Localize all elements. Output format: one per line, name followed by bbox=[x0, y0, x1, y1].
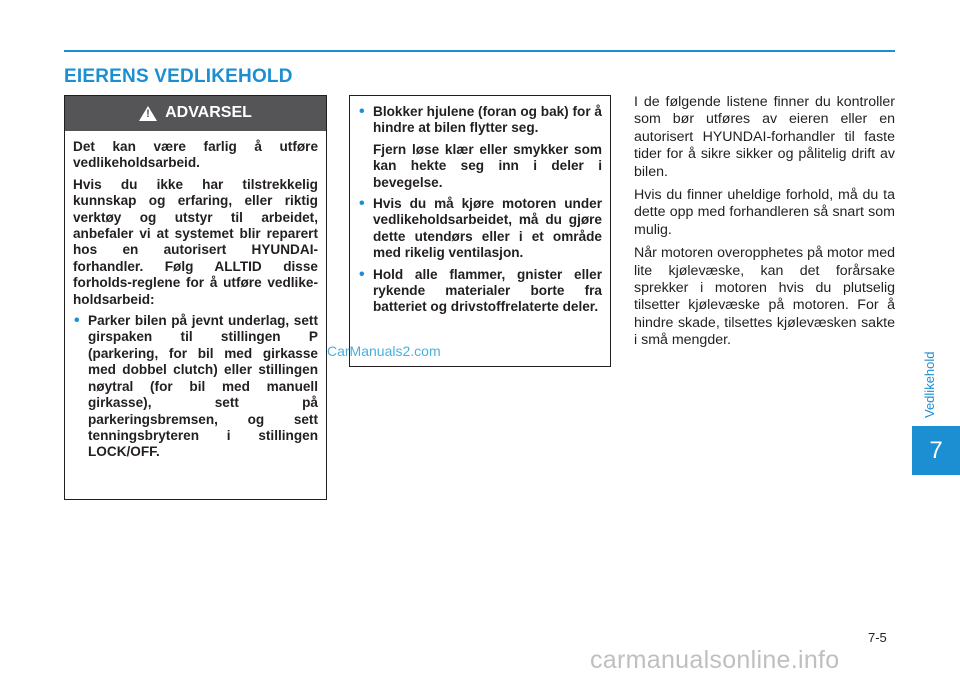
warning-bullet: • Parker bilen på jevnt underlag, sett girspaken til stillingen P (parkering, for bil med girkasse med dobbel clutch) eller stillingen nøytral (for bil med manuell girkasse), sett på parkeringsbremsen, og sett tenningsbryteren i stillingen LOCK/OFF. bbox=[73, 313, 318, 461]
page-number: 7-5 bbox=[868, 630, 887, 645]
warning-triangle-icon bbox=[139, 106, 157, 121]
section-title: EIERENS VEDLIKEHOLD bbox=[64, 66, 293, 87]
warning-continuation-box bbox=[349, 95, 611, 367]
warning-bullet: • Hvis du må kjøre motoren under vedlikeholdsarbeidet, må du gjøre dette utendørs eller i et område med rikelig ventilasjon. bbox=[358, 196, 602, 262]
body-paragraph: I de følgende listene finner du kontroller som bør utføres av eieren eller en autorisert HYUNDAI-forhandler til faste tider for å sikre sikker og pålitelig drift av bilen. bbox=[634, 94, 895, 180]
warning-bullet-note: Fjern løse klær eller smykker som kan hekte seg inn i deler i bevegelse. bbox=[373, 141, 602, 190]
chapter-tab: 7 bbox=[912, 426, 960, 475]
inline-watermark: CarManuals2.com bbox=[327, 343, 441, 359]
warning-heading: ADVARSEL bbox=[165, 104, 252, 122]
body-paragraph: Hvis du finner uheldige forhold, må du ta dette opp med forhandleren så snart som mulig. bbox=[634, 187, 895, 238]
warning-body bbox=[65, 131, 326, 461]
warning-paragraph: Det kan være farlig å utføre vedlikeholdsarbeid. bbox=[73, 139, 318, 171]
body-text-column bbox=[634, 94, 895, 356]
section-side-label: Vedlikehold bbox=[922, 351, 937, 419]
warning-box bbox=[64, 95, 327, 500]
warning-bullet: • Blokker hjulene (foran og bak) for å hindre at bilen flytter seg. bbox=[358, 104, 602, 137]
bottom-watermark: carmanualsonline.info bbox=[590, 646, 840, 674]
warning-paragraph: Hvis du ikke har tilstrekkelig kunnskap og erfaring, eller riktig verktøy og utstyr til arbeidet, anbefaler vi at systemet blir reparert hos en autorisert HYUNDAI-forhandler. Følg ALLTID disse forholds-reglene for å utføre vedlike-holdsarbeid: bbox=[73, 176, 318, 307]
top-rule bbox=[64, 50, 895, 52]
body-paragraph: Når motoren overopphetes på motor med lite kjølevæske, kan det forårsake sprekker i motoren hvis du plutselig tilsetter kjølevæske på motoren. For å hindre skade, tilsettes kjølevæsken sakte i små mengder. bbox=[634, 245, 895, 349]
warning-bullet: • Hold alle flammer, gnister eller rykende materialer borte fra batteriet og drivstoffrelaterte deler. bbox=[358, 267, 602, 316]
warning-header bbox=[65, 96, 326, 131]
